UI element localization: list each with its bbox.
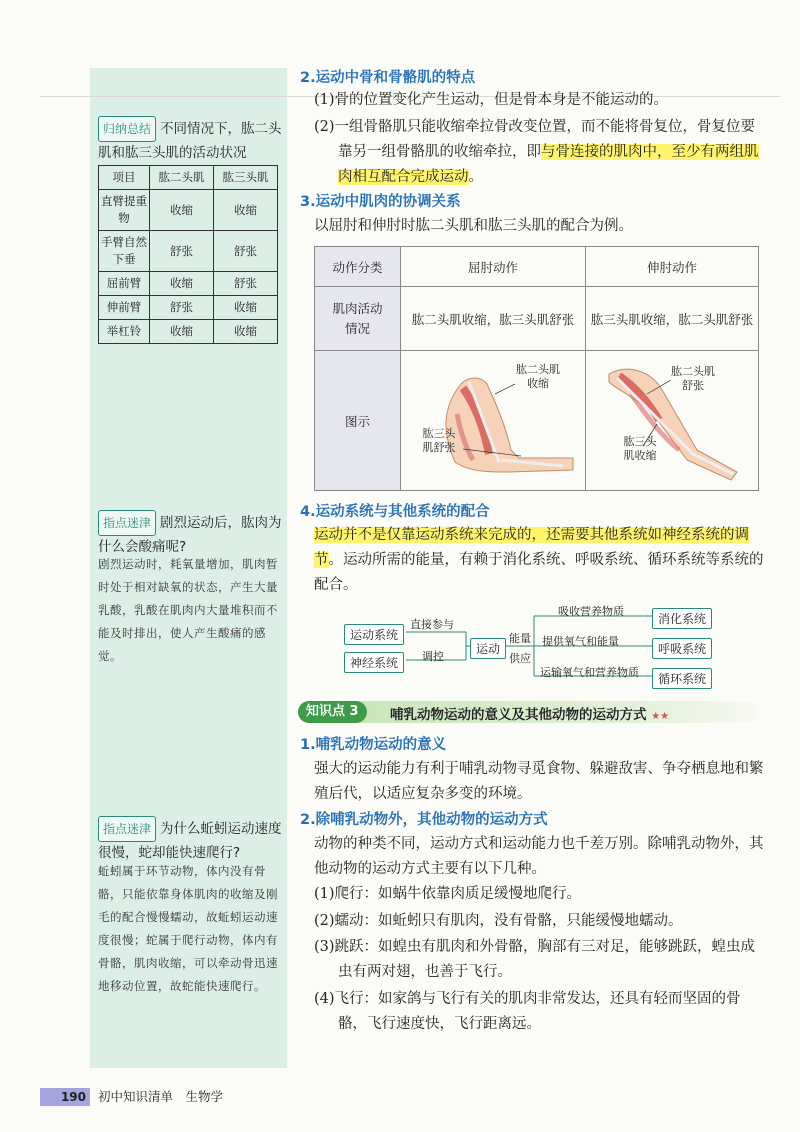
table-cell: 图示	[315, 351, 401, 491]
page-number: 190	[40, 1088, 90, 1106]
table-cell: 舒张	[214, 272, 278, 296]
direct-participate-label: 直接参与	[410, 618, 454, 631]
tip2-answer: 蚯蚓属于环节动物，体内没有骨骼，只能依靠身体肌肉的收缩及刚毛的配合慢慢蠕动，故蚯蚓运动速度很慢；蛇属于爬行动物，体内有骨骼，肌肉收缩，可以牵动骨迅速地移动位置，故蛇能快速爬行。	[98, 864, 278, 993]
table-cell: 舒张	[150, 296, 214, 320]
regulate-label: 调控	[422, 650, 444, 663]
ext-label-biceps: 肱二头肌舒张	[671, 365, 715, 392]
table-header: 项目	[99, 166, 150, 190]
table-cell: 举杠铃	[99, 320, 150, 344]
table-cell: 伸前臂	[99, 296, 150, 320]
table-cell: 收缩	[214, 296, 278, 320]
section4-highlight: 运动并不是仅靠运动系统来完成的，还需要其他系统如神经系统的调节	[314, 527, 749, 568]
respiratory-system-box: 呼吸系统	[652, 638, 712, 659]
tip1-answer: 剧烈运动时，耗氧量增加，肌肉暂时处于相对缺氧的状态，产生大量乳酸，乳酸在肌肉内大量堆积而不能及时排出，使人产生酸痛的感觉。	[98, 557, 278, 663]
tip1-tag: 指点迷津	[98, 510, 156, 536]
knowledge-pill: 知识点 3	[298, 701, 367, 723]
circulatory-system-box: 循环系统	[652, 668, 712, 689]
book-title: 初中知识清单 生物学	[98, 1089, 224, 1104]
section3-heading: 3.运动中肌肉的协调关系	[300, 194, 461, 210]
section4-rest: 。运动所需的能量，有赖于消化系统、呼吸系统、循环系统等系统的配合。	[314, 552, 764, 593]
table-header: 伸肘动作	[586, 247, 759, 287]
flex-label-triceps: 肱三头肌舒张	[422, 427, 456, 454]
section2-p1: (1)骨的位置变化产生运动，但是骨本身是不能运动的。	[314, 92, 669, 108]
supply-label: 供应	[509, 652, 531, 665]
list-item: (3)跳跃：如蝗虫有肌肉和外骨骼，胸部有三对足，能够跳跃，蝗虫成虫有两对翅，也善于飞行。	[314, 939, 756, 980]
table-cell: 直臂提重物	[99, 190, 150, 231]
k3-s2-heading: 2.除哺乳动物外，其他动物的运动方式	[300, 812, 548, 828]
table-cell: 舒张	[150, 231, 214, 272]
table-header: 动作分类	[315, 247, 401, 287]
k3-s1-heading: 1.哺乳动物运动的意义	[300, 737, 447, 753]
section2-p2-end: 。	[468, 169, 483, 185]
section2-highlight: 与骨连接的肌肉中，至少有两组肌肉相互配合完成运动	[338, 144, 759, 185]
tip2-question-text: 为什么蚯蚓运动速度很慢，蛇却能快速爬行?	[98, 821, 282, 861]
table-header: 屈肘动作	[401, 247, 586, 287]
k3-s2-intro: 动物的种类不同，运动方式和运动能力也千差万别。除哺乳动物外，其他动物的运动方式主要有以下几种。	[314, 836, 764, 877]
table-header: 肱三头肌	[214, 166, 278, 190]
table-cell: 肱三头肌收缩，肱二头肌舒张	[586, 287, 759, 351]
energy-label: 能量	[509, 632, 531, 645]
table-cell: 手臂自然下垂	[99, 231, 150, 272]
table-header: 肱二头肌	[150, 166, 214, 190]
table-cell: 肌肉活动情况	[315, 287, 401, 351]
knowledge-title-text: 哺乳动物运动的意义及其他动物的运动方式	[390, 707, 647, 723]
table-cell: 肱二头肌收缩，肱三头肌舒张	[401, 287, 586, 351]
section3-intro: 以屈肘和伸肘时肱二头肌和肱三头肌的配合为例。	[314, 218, 633, 234]
table-cell: 收缩	[214, 320, 278, 344]
list-item: (4)飞行：如家鸽与飞行有关的肌肉非常发达，还具有轻而坚固的骨骼，飞行速度快，飞行距离远。	[314, 991, 741, 1032]
knowledge-title	[390, 703, 669, 723]
summary-tag: 归纳总结	[98, 116, 156, 142]
table-cell: 屈前臂	[99, 272, 150, 296]
movement-box: 运动	[470, 638, 506, 659]
absorb-label: 吸收营养物质	[558, 605, 624, 618]
summary-title-text: 不同情况下，肱二头肌和肱三头肌的活动状况	[98, 121, 282, 161]
table-cell: 收缩	[150, 190, 214, 231]
section2-p2-text: (2)一组骨骼肌只能收缩牵拉骨改变位置，而不能将骨复位，骨复位要靠另一组骨骼肌的收缩牵拉，即	[314, 119, 756, 160]
table-cell: 收缩	[214, 190, 278, 231]
provide-o2-label: 提供氧气和能量	[542, 635, 619, 648]
motion-system-box: 运动系统	[344, 624, 404, 645]
ext-label-triceps: 肱三头肌收缩	[623, 435, 657, 462]
tip1-question-text: 剧烈运动后，肱肉为什么会酸痛呢?	[98, 515, 282, 555]
nervous-system-box: 神经系统	[344, 652, 404, 673]
tip2-tag: 指点迷津	[98, 816, 156, 842]
transport-label: 运输氧气和营养物质	[540, 666, 639, 679]
star-icon: ★★	[651, 711, 670, 722]
digestive-system-box: 消化系统	[652, 608, 712, 629]
table-cell: 舒张	[214, 231, 278, 272]
k3-s1-text: 强大的运动能力有利于哺乳动物寻觅食物、躲避敌害、争夺栖息地和繁殖后代，以适应复杂多变的环境。	[314, 761, 764, 802]
section2-heading: 2.运动中骨和骨骼肌的特点	[300, 70, 476, 86]
flex-label-biceps: 肱二头肌收缩	[516, 363, 561, 390]
list-item: (2)蠕动：如蚯蚓只有肌肉，没有骨骼，只能缓慢地蠕动。	[314, 913, 683, 929]
table-cell: 收缩	[150, 272, 214, 296]
section4-heading: 4.运动系统与其他系统的配合	[300, 504, 490, 520]
table-cell: 收缩	[150, 320, 214, 344]
list-item: (1)爬行：如蜗牛依靠肉质足缓慢地爬行。	[314, 886, 582, 902]
